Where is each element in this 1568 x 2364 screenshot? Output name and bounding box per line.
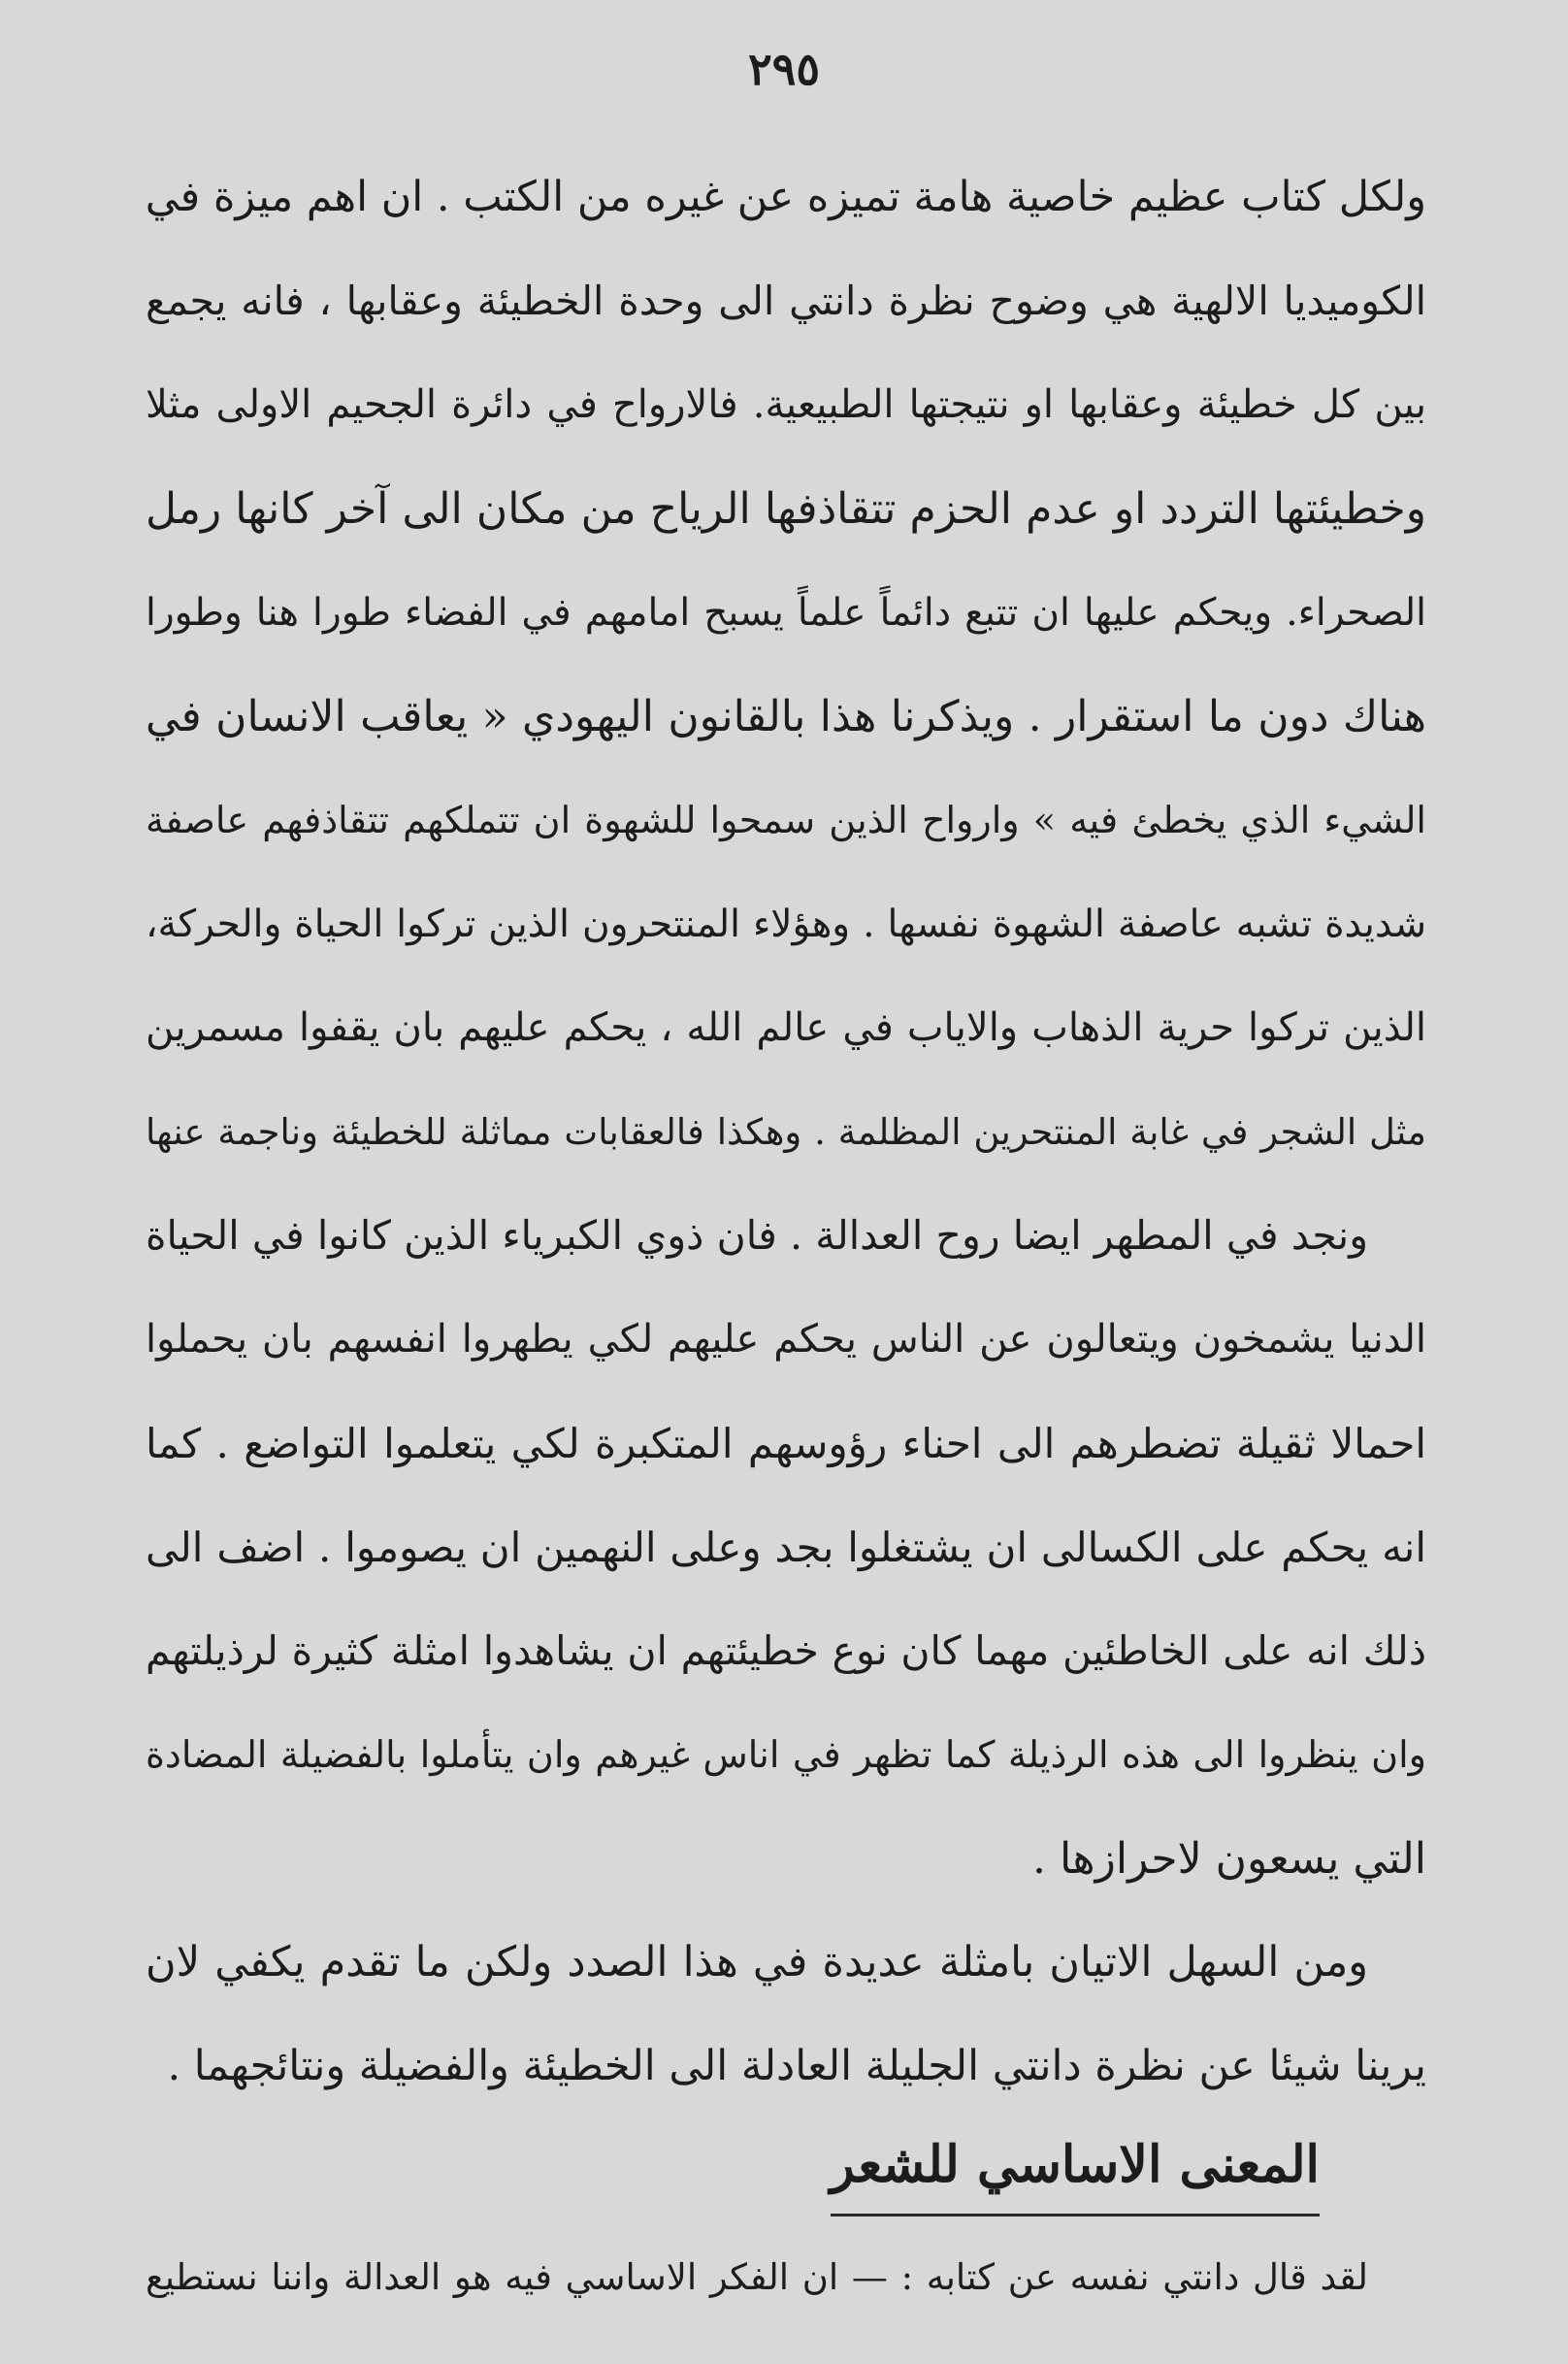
text-line: الكوميديا الالهية هي وضوح نظرة دانتي الى وحدة الخطيئة وعقابها ، فانه يجمع bbox=[146, 278, 1426, 324]
paragraph-last-line: التي يسعون لاحرازها . bbox=[1032, 1834, 1426, 1884]
text-line: انه يحكم على الكسالى ان يشتغلوا بجد وعلى النهمين ان يصوموا . اضف الى bbox=[146, 1524, 1426, 1571]
text-line: الذين تركوا حرية الذهاب والاياب في عالم الله ، يحكم عليهم بان يقفوا مسمرين bbox=[146, 1005, 1426, 1050]
page-number: ٢٩٥ bbox=[747, 43, 821, 95]
text-line: هناك دون ما استقرار . ويذكرنا هذا بالقانون اليهودي « يعاقب الانسان في bbox=[146, 692, 1426, 741]
text-line: وان ينظروا الى هذه الرذيلة كما تظهر في اناس غيرهم وان يتأملوا بالفضيلة المضادة bbox=[146, 1733, 1426, 1776]
text-line: شديدة تشبه عاصفة الشهوة نفسها . وهؤلاء المنتحرون الذين تركوا الحياة والحركة، bbox=[146, 903, 1426, 946]
text-line: الصحراء. ويحكم عليها ان تتبع دائماً علماً يسبح امامهم في الفضاء طورا هنا وطورا bbox=[146, 591, 1426, 635]
paragraph-first-line: لقد قال دانتي نفسه عن كتابه : — ان الفكر الاساسي فيه هو العدالة واننا نستطيع bbox=[146, 2256, 1368, 2298]
paragraph-first-line: ونجد في المطهر ايضا روح العدالة . فان ذوي الكبرياء الذين كانوا في الحياة bbox=[146, 1212, 1368, 1259]
section-heading: المعنى الاساسي للشعر bbox=[831, 2126, 1320, 2216]
text-line: وخطيئتها التردد او عدم الحزم تتقاذفها الرياح من مكان الى آخر كانها رمل bbox=[146, 484, 1426, 534]
text-line: الدنيا يشمخون ويتعالون عن الناس يحكم عليهم لكي يطهروا انفسهم بان يحملوا bbox=[146, 1317, 1426, 1362]
text-line: ولكل كتاب عظيم خاصية هامة تميزه عن غيره من الكتب . ان اهم ميزة في bbox=[146, 173, 1426, 221]
section-heading-row bbox=[146, 2118, 1426, 2225]
text-line: مثل الشجر في غابة المنتحرين المظلمة . وهكذا فالعقابات مماثلة للخطيئة وناجمة عنها bbox=[146, 1111, 1426, 1153]
text-line: احمالا ثقيلة تضطرهم الى احناء رؤوسهم المتكبرة لكي يتعلموا التواضع . كما bbox=[146, 1420, 1426, 1467]
text-line: ذلك انه على الخاطئين مهما كان نوع خطيئتهم ان يشاهدوا امثلة كثيرة لرذيلتهم bbox=[146, 1627, 1426, 1674]
paragraph-first-line: ومن السهل الاتيان بامثلة عديدة في هذا الصدد ولكن ما تقدم يكفي لان bbox=[146, 1938, 1368, 1986]
text-line: بين كل خطيئة وعقابها او نتيجتها الطبيعية. فالارواح في دائرة الجحيم الاولى مثلا bbox=[146, 382, 1426, 427]
page-body bbox=[146, 146, 1426, 2329]
paragraph-last-line: يرينا شيئا عن نظرة دانتي الجليلة العادلة الى الخطيئة والفضيلة ونتائجهما . bbox=[167, 2042, 1426, 2090]
text-line: الشيء الذي يخطئ فيه » وارواح الذين سمحوا للشهوة ان تتملكهم تتقاذفهم عاصفة bbox=[146, 799, 1426, 841]
